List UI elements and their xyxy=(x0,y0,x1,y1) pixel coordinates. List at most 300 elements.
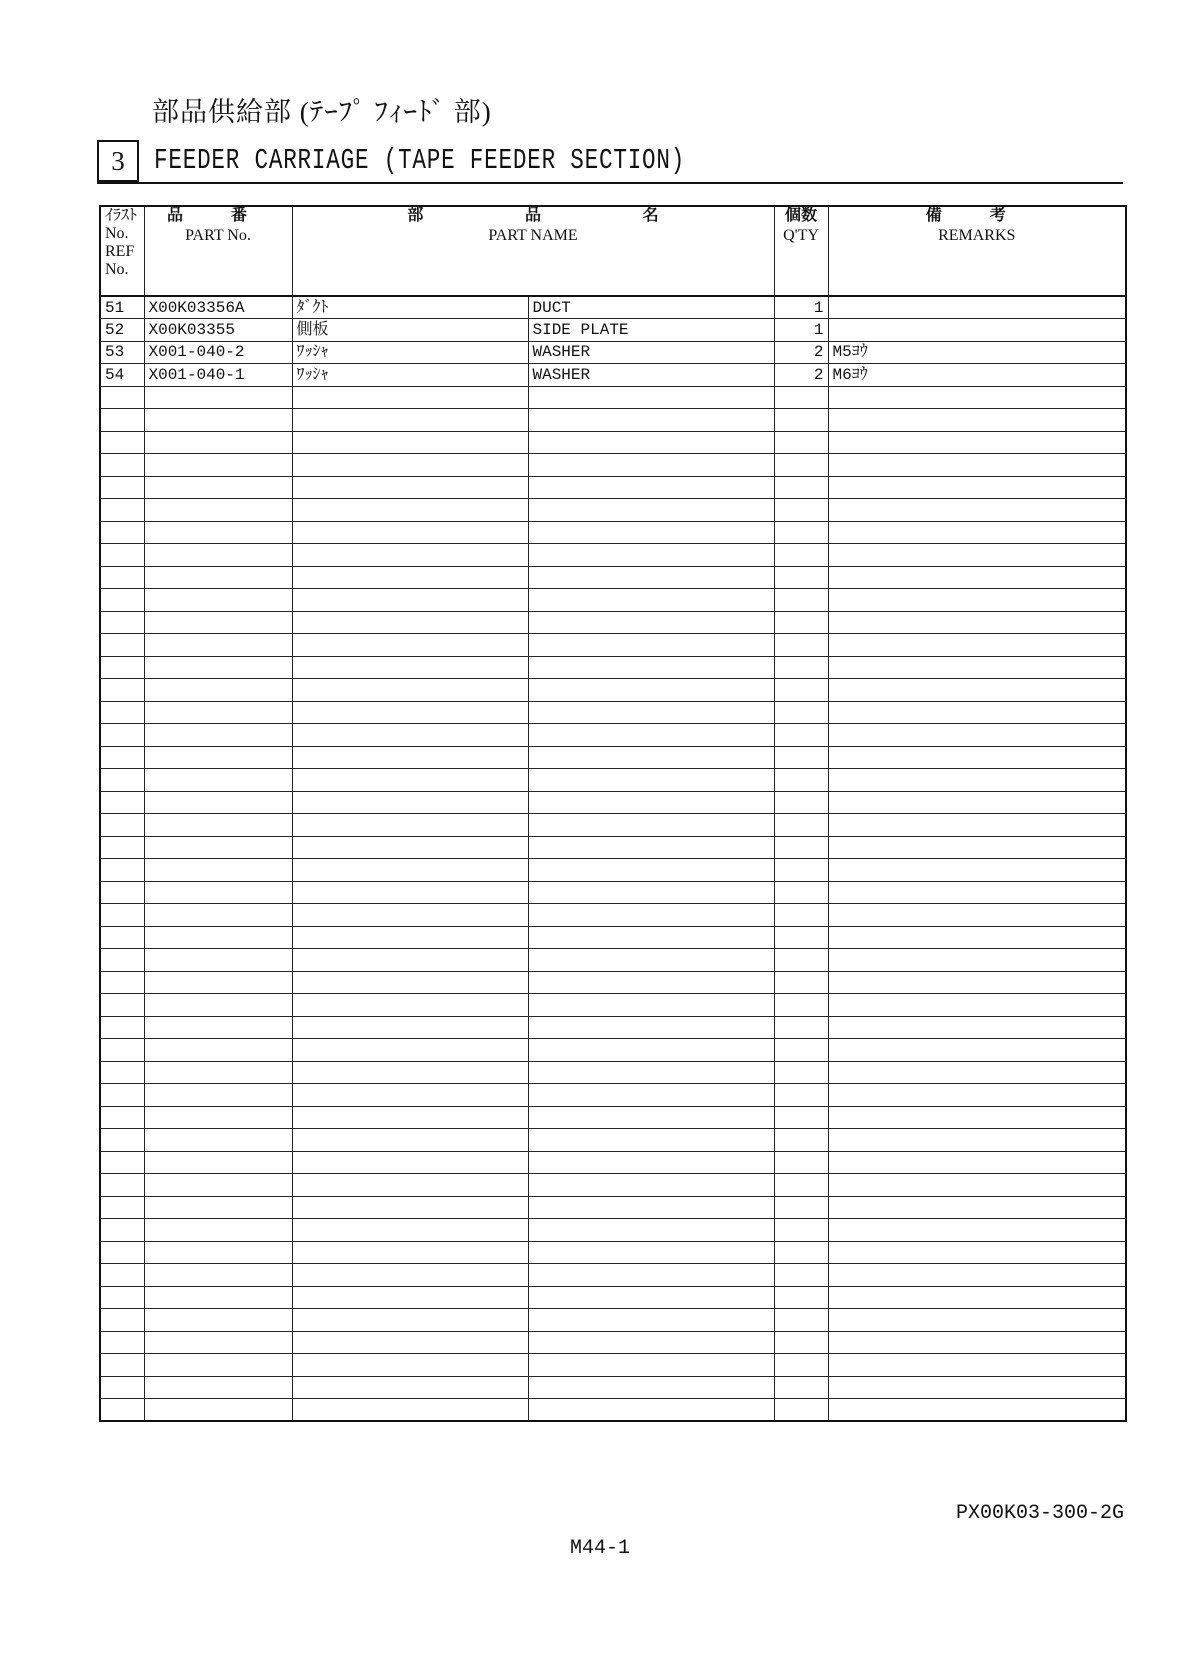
ref-no-cell xyxy=(100,589,144,612)
remarks-cell xyxy=(828,1376,1126,1399)
ref-no-cell xyxy=(100,881,144,904)
empty-table-row xyxy=(100,769,1126,792)
part-name-jp-cell xyxy=(292,881,528,904)
empty-table-row xyxy=(100,476,1126,499)
table-header-row xyxy=(100,206,1126,296)
ref-no-cell xyxy=(100,1286,144,1309)
qty-cell xyxy=(774,476,828,499)
part-name-en-cell xyxy=(528,521,774,544)
part-no-cell xyxy=(144,544,292,567)
header-remarks xyxy=(828,206,1126,296)
ref-no-cell xyxy=(100,454,144,477)
section-number: 3 xyxy=(111,145,125,176)
part-no-cell xyxy=(144,746,292,769)
empty-table-row xyxy=(100,791,1126,814)
part-name-en-cell xyxy=(528,814,774,837)
section-number-box xyxy=(97,140,139,182)
ref-no-cell xyxy=(100,1016,144,1039)
qty-cell xyxy=(774,1196,828,1219)
part-name-en-cell: WASHER xyxy=(528,364,774,387)
part-name-jp-cell xyxy=(292,724,528,747)
part-name-jp-cell xyxy=(292,544,528,567)
empty-table-row xyxy=(100,1084,1126,1107)
part-name-jp-cell xyxy=(292,904,528,927)
qty-cell xyxy=(774,701,828,724)
empty-table-row xyxy=(100,521,1126,544)
part-name-jp-cell xyxy=(292,994,528,1017)
part-name-en-cell xyxy=(528,994,774,1017)
part-name-en-cell xyxy=(528,566,774,589)
part-no-cell: X00K03356A xyxy=(144,296,292,319)
part-no-cell xyxy=(144,1399,292,1422)
empty-table-row xyxy=(100,1309,1126,1332)
part-no-cell xyxy=(144,881,292,904)
empty-table-row xyxy=(100,386,1126,409)
part-name-jp-cell xyxy=(292,791,528,814)
empty-table-row xyxy=(100,1331,1126,1354)
remarks-cell xyxy=(828,881,1126,904)
remarks-cell xyxy=(828,1286,1126,1309)
part-name-jp-cell xyxy=(292,476,528,499)
empty-table-row xyxy=(100,409,1126,432)
part-no-cell xyxy=(144,1151,292,1174)
part-no-cell xyxy=(144,1264,292,1287)
qty-cell: 2 xyxy=(774,364,828,387)
qty-cell xyxy=(774,859,828,882)
ref-no-cell xyxy=(100,949,144,972)
part-no-cell xyxy=(144,814,292,837)
remarks-cell xyxy=(828,431,1126,454)
ref-no-cell xyxy=(100,769,144,792)
remarks-cell xyxy=(828,1331,1126,1354)
part-name-en-cell xyxy=(528,386,774,409)
ref-no-cell xyxy=(100,1309,144,1332)
part-no-cell xyxy=(144,1016,292,1039)
part-name-jp-cell xyxy=(292,1174,528,1197)
part-name-jp-cell xyxy=(292,521,528,544)
empty-table-row xyxy=(100,1399,1126,1422)
remarks-cell xyxy=(828,499,1126,522)
part-name-en-cell xyxy=(528,454,774,477)
part-no-cell xyxy=(144,634,292,657)
qty-cell xyxy=(774,499,828,522)
qty-cell xyxy=(774,1331,828,1354)
qty-cell xyxy=(774,971,828,994)
empty-table-row xyxy=(100,701,1126,724)
part-name-jp-cell xyxy=(292,454,528,477)
remarks-cell xyxy=(828,544,1126,567)
part-name-jp-cell xyxy=(292,499,528,522)
ref-no-cell: 52 xyxy=(100,319,144,342)
empty-table-row xyxy=(100,544,1126,567)
table-row xyxy=(100,319,1126,342)
empty-table-row xyxy=(100,1106,1126,1129)
qty-cell xyxy=(774,1039,828,1062)
part-name-en-cell xyxy=(528,1039,774,1062)
part-name-en-cell xyxy=(528,1376,774,1399)
qty-cell xyxy=(774,1309,828,1332)
part-name-en-cell xyxy=(528,971,774,994)
table-row xyxy=(100,364,1126,387)
empty-table-row xyxy=(100,1241,1126,1264)
ref-no-cell: 53 xyxy=(100,341,144,364)
qty-cell xyxy=(774,431,828,454)
remarks-cell xyxy=(828,994,1126,1017)
ref-no-cell xyxy=(100,1331,144,1354)
ref-no-cell xyxy=(100,611,144,634)
ref-no-cell xyxy=(100,476,144,499)
ref-no-cell xyxy=(100,521,144,544)
qty-cell: 2 xyxy=(774,341,828,364)
part-name-en-cell xyxy=(528,836,774,859)
header-ref-no xyxy=(100,206,144,296)
part-name-jp-cell: ﾜｯｼｬ xyxy=(292,364,528,387)
empty-table-row xyxy=(100,1264,1126,1287)
remarks-cell xyxy=(828,454,1126,477)
qty-cell xyxy=(774,769,828,792)
ref-no-cell xyxy=(100,746,144,769)
part-name-en-cell xyxy=(528,949,774,972)
qty-cell xyxy=(774,611,828,634)
ref-no-cell xyxy=(100,994,144,1017)
part-no-cell xyxy=(144,1106,292,1129)
part-no-cell xyxy=(144,1354,292,1377)
part-name-en-cell: WASHER xyxy=(528,341,774,364)
part-no-cell xyxy=(144,1286,292,1309)
remarks-cell xyxy=(828,1219,1126,1242)
part-name-jp-cell xyxy=(292,949,528,972)
remarks-cell xyxy=(828,1174,1126,1197)
ref-no-cell xyxy=(100,814,144,837)
remarks-cell xyxy=(828,409,1126,432)
ref-no-cell xyxy=(100,1129,144,1152)
header-part-name-jp-char: 品 xyxy=(525,207,542,224)
remarks-cell xyxy=(828,1039,1126,1062)
ref-no-cell: 51 xyxy=(100,296,144,319)
document-code: PX00K03-300-2G xyxy=(955,1502,1124,1525)
header-part-name-en: PART NAME xyxy=(488,227,578,244)
part-name-en-cell xyxy=(528,656,774,679)
remarks-cell xyxy=(828,859,1126,882)
empty-table-row xyxy=(100,904,1126,927)
part-name-en-cell xyxy=(528,499,774,522)
part-name-jp-cell xyxy=(292,634,528,657)
part-name-en-cell xyxy=(528,431,774,454)
remarks-cell: M5ﾖｳ xyxy=(828,341,1126,364)
empty-table-row xyxy=(100,656,1126,679)
part-name-en-cell xyxy=(528,1399,774,1422)
remarks-cell xyxy=(828,1061,1126,1084)
header-part-name xyxy=(292,206,774,296)
part-name-en-cell xyxy=(528,1264,774,1287)
part-no-cell xyxy=(144,499,292,522)
part-no-cell xyxy=(144,431,292,454)
part-name-jp-cell xyxy=(292,769,528,792)
part-no-cell xyxy=(144,1376,292,1399)
remarks-cell xyxy=(828,701,1126,724)
part-name-en-cell xyxy=(528,1106,774,1129)
ref-no-cell xyxy=(100,634,144,657)
qty-cell xyxy=(774,454,828,477)
qty-cell xyxy=(774,1151,828,1174)
empty-table-row xyxy=(100,1016,1126,1039)
part-name-jp-cell xyxy=(292,431,528,454)
ref-no-cell xyxy=(100,679,144,702)
part-name-jp-cell xyxy=(292,611,528,634)
part-no-cell xyxy=(144,724,292,747)
remarks-cell xyxy=(828,1241,1126,1264)
part-no-cell xyxy=(144,1241,292,1264)
part-name-en-cell xyxy=(528,1129,774,1152)
qty-cell xyxy=(774,949,828,972)
part-name-jp-cell: 側板 xyxy=(292,319,528,342)
qty-cell xyxy=(774,994,828,1017)
qty-cell xyxy=(774,1174,828,1197)
part-name-jp-cell xyxy=(292,1106,528,1129)
part-no-cell xyxy=(144,1061,292,1084)
qty-cell xyxy=(774,386,828,409)
header-part-no-en: PART No. xyxy=(185,227,251,244)
remarks-cell xyxy=(828,521,1126,544)
remarks-cell xyxy=(828,679,1126,702)
part-name-en-cell xyxy=(528,589,774,612)
ref-no-cell xyxy=(100,386,144,409)
empty-table-row xyxy=(100,611,1126,634)
part-name-en-cell xyxy=(528,1061,774,1084)
part-no-cell xyxy=(144,476,292,499)
empty-table-row xyxy=(100,994,1126,1017)
part-name-en-cell xyxy=(528,1331,774,1354)
part-name-en-cell xyxy=(528,904,774,927)
empty-table-row xyxy=(100,926,1126,949)
empty-table-row xyxy=(100,634,1126,657)
part-name-en-cell xyxy=(528,1219,774,1242)
part-name-jp-cell xyxy=(292,1331,528,1354)
part-name-jp-cell: ﾀﾞｸﾄ xyxy=(292,296,528,319)
part-name-jp-cell xyxy=(292,409,528,432)
empty-table-row xyxy=(100,881,1126,904)
remarks-cell xyxy=(828,1129,1126,1152)
qty-cell xyxy=(774,836,828,859)
ref-no-cell xyxy=(100,1241,144,1264)
qty-cell: 1 xyxy=(774,296,828,319)
part-no-cell: X001-040-1 xyxy=(144,364,292,387)
table-row xyxy=(100,341,1126,364)
part-name-en-cell xyxy=(528,1241,774,1264)
part-name-jp-cell xyxy=(292,1241,528,1264)
part-no-cell xyxy=(144,971,292,994)
remarks-cell xyxy=(828,656,1126,679)
remarks-cell xyxy=(828,724,1126,747)
empty-table-row xyxy=(100,859,1126,882)
qty-cell xyxy=(774,814,828,837)
remarks-cell xyxy=(828,769,1126,792)
empty-table-row xyxy=(100,1376,1126,1399)
header-ref-line: No. xyxy=(105,261,129,278)
ref-no-cell xyxy=(100,1399,144,1422)
qty-cell xyxy=(774,881,828,904)
empty-table-row xyxy=(100,836,1126,859)
ref-no-cell xyxy=(100,836,144,859)
part-no-cell xyxy=(144,409,292,432)
qty-cell xyxy=(774,521,828,544)
ref-no-cell xyxy=(100,724,144,747)
part-no-cell xyxy=(144,1196,292,1219)
title-underline xyxy=(97,182,1123,184)
empty-table-row xyxy=(100,499,1126,522)
part-no-cell xyxy=(144,566,292,589)
part-no-cell xyxy=(144,949,292,972)
part-name-jp-cell xyxy=(292,1286,528,1309)
part-name-en-cell xyxy=(528,926,774,949)
part-no-cell xyxy=(144,1129,292,1152)
ref-no-cell xyxy=(100,971,144,994)
part-name-en-cell xyxy=(528,679,774,702)
part-no-cell xyxy=(144,791,292,814)
empty-table-row xyxy=(100,1039,1126,1062)
header-qty xyxy=(774,206,828,296)
part-no-cell xyxy=(144,611,292,634)
part-name-jp-cell xyxy=(292,746,528,769)
part-name-jp-cell xyxy=(292,1309,528,1332)
ref-no-cell xyxy=(100,409,144,432)
part-name-en-cell xyxy=(528,1354,774,1377)
part-name-en-cell xyxy=(528,791,774,814)
part-name-jp-cell xyxy=(292,1196,528,1219)
remarks-cell xyxy=(828,589,1126,612)
part-name-jp-cell xyxy=(292,926,528,949)
part-name-jp-cell xyxy=(292,1264,528,1287)
remarks-cell xyxy=(828,566,1126,589)
header-part-name-jp xyxy=(297,207,770,225)
part-no-cell xyxy=(144,769,292,792)
ref-no-cell xyxy=(100,1106,144,1129)
part-name-en-cell xyxy=(528,1196,774,1219)
remarks-cell xyxy=(828,296,1126,319)
part-no-cell xyxy=(144,701,292,724)
remarks-cell xyxy=(828,1399,1126,1422)
empty-table-row xyxy=(100,1286,1126,1309)
part-name-jp-cell xyxy=(292,701,528,724)
part-no-cell xyxy=(144,1331,292,1354)
empty-table-row xyxy=(100,971,1126,994)
part-no-cell xyxy=(144,1309,292,1332)
empty-table-row xyxy=(100,566,1126,589)
ref-no-cell xyxy=(100,904,144,927)
part-name-en-cell xyxy=(528,476,774,499)
part-name-en-cell xyxy=(528,701,774,724)
part-name-jp-cell xyxy=(292,971,528,994)
qty-cell xyxy=(774,1106,828,1129)
ref-no-cell xyxy=(100,1174,144,1197)
part-no-cell xyxy=(144,1084,292,1107)
empty-table-row xyxy=(100,1174,1126,1197)
part-name-jp-cell xyxy=(292,1399,528,1422)
ref-no-cell xyxy=(100,1264,144,1287)
remarks-cell xyxy=(828,1309,1126,1332)
remarks-cell xyxy=(828,904,1126,927)
part-name-en-cell xyxy=(528,1084,774,1107)
header-ref-line: REF xyxy=(105,243,135,260)
part-no-cell xyxy=(144,589,292,612)
part-name-en-cell xyxy=(528,544,774,567)
ref-no-cell: 54 xyxy=(100,364,144,387)
ref-no-cell xyxy=(100,1376,144,1399)
part-name-en-cell xyxy=(528,1174,774,1197)
qty-cell xyxy=(774,1219,828,1242)
part-name-en-cell xyxy=(528,881,774,904)
remarks-cell xyxy=(828,319,1126,342)
ref-no-cell xyxy=(100,701,144,724)
remarks-cell xyxy=(828,836,1126,859)
qty-cell xyxy=(774,1129,828,1152)
empty-table-row xyxy=(100,949,1126,972)
part-name-jp-cell: ﾜｯｼｬ xyxy=(292,341,528,364)
header-remarks-en: REMARKS xyxy=(938,227,1016,244)
header-ref-line: No. xyxy=(105,225,129,242)
part-no-cell xyxy=(144,1174,292,1197)
qty-cell xyxy=(774,566,828,589)
part-name-jp-cell xyxy=(292,679,528,702)
empty-table-row xyxy=(100,1354,1126,1377)
part-no-cell: X00K03355 xyxy=(144,319,292,342)
part-no-cell xyxy=(144,656,292,679)
remarks-cell xyxy=(828,1354,1126,1377)
table-row xyxy=(100,296,1126,319)
header-qty-jp: 個数 xyxy=(785,207,818,224)
part-no-cell xyxy=(144,926,292,949)
part-name-jp-cell xyxy=(292,1151,528,1174)
empty-table-row xyxy=(100,454,1126,477)
part-name-jp-cell xyxy=(292,566,528,589)
ref-no-cell xyxy=(100,656,144,679)
empty-table-row xyxy=(100,1196,1126,1219)
qty-cell xyxy=(774,1376,828,1399)
ref-no-cell xyxy=(100,431,144,454)
qty-cell xyxy=(774,1061,828,1084)
qty-cell xyxy=(774,589,828,612)
part-name-jp-cell xyxy=(292,1219,528,1242)
header-part-name-jp-char: 部 xyxy=(407,207,424,224)
parts-list-table xyxy=(99,205,1127,1422)
header-part-name-jp-char: 名 xyxy=(642,207,659,224)
part-no-cell: X001-040-2 xyxy=(144,341,292,364)
part-name-jp-cell xyxy=(292,859,528,882)
remarks-cell xyxy=(828,611,1126,634)
ref-no-cell xyxy=(100,499,144,522)
qty-cell xyxy=(774,926,828,949)
page-number: M44-1 xyxy=(569,1537,630,1560)
empty-table-row xyxy=(100,746,1126,769)
qty-cell xyxy=(774,1399,828,1422)
qty-cell xyxy=(774,1084,828,1107)
part-no-cell xyxy=(144,994,292,1017)
part-name-jp-cell xyxy=(292,656,528,679)
qty-cell xyxy=(774,409,828,432)
english-section-title: FEEDER CARRIAGE (TAPE FEEDER SECTION) xyxy=(154,144,686,177)
ref-no-cell xyxy=(100,1354,144,1377)
part-name-en-cell: SIDE PLATE xyxy=(528,319,774,342)
part-name-jp-cell xyxy=(292,836,528,859)
remarks-cell xyxy=(828,1106,1126,1129)
part-no-cell xyxy=(144,679,292,702)
parts-table-body xyxy=(100,296,1126,1421)
qty-cell xyxy=(774,746,828,769)
remarks-cell xyxy=(828,1084,1126,1107)
part-no-cell xyxy=(144,836,292,859)
part-name-jp-cell xyxy=(292,1061,528,1084)
remarks-cell xyxy=(828,1016,1126,1039)
